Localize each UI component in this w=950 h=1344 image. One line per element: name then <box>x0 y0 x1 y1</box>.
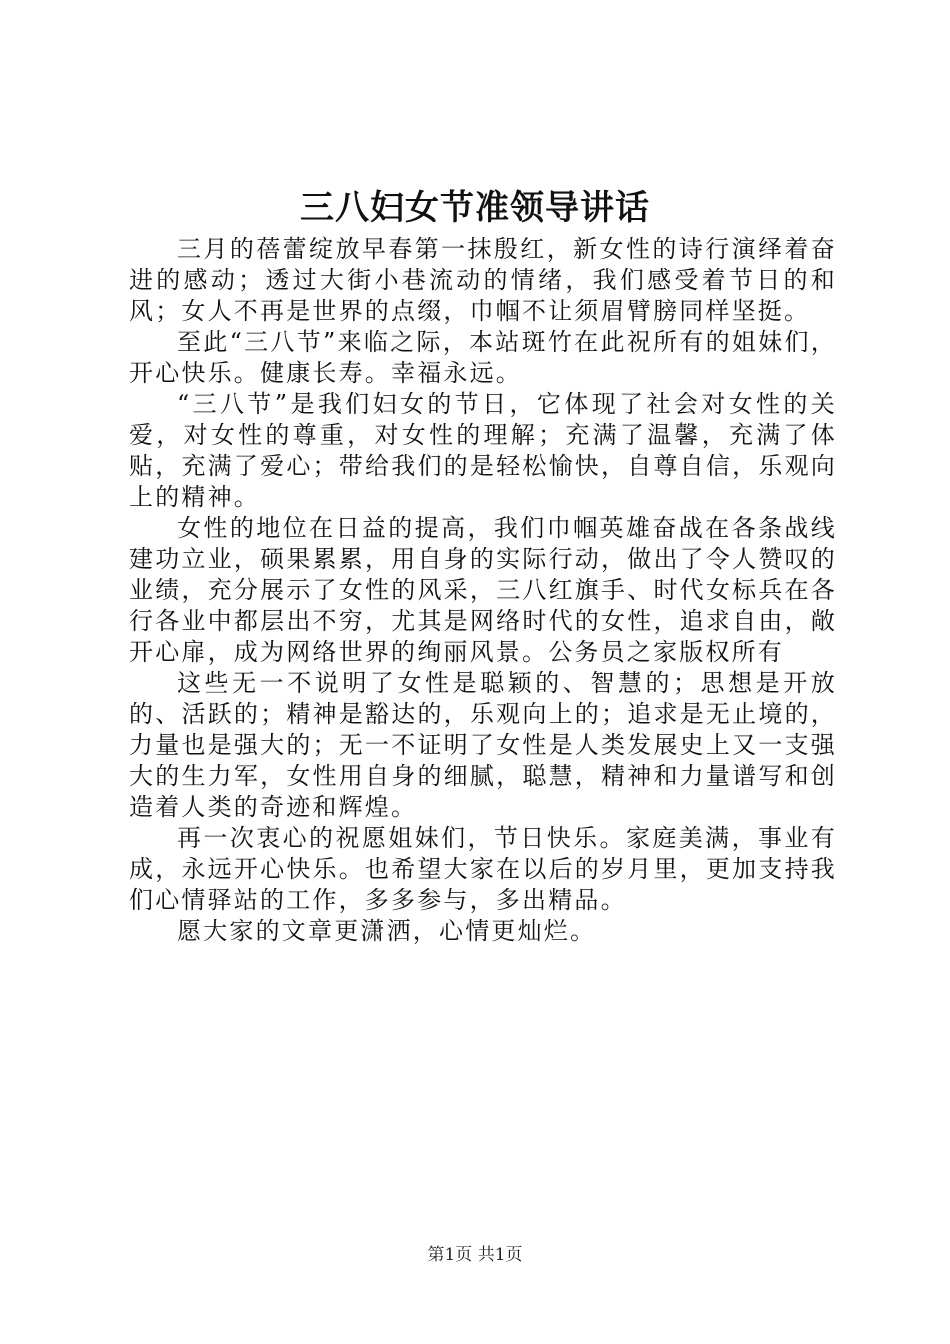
document-body <box>129 234 837 947</box>
paragraph-5: 这些无一不说明了女性是聪颖的、智慧的；思想是开放的、活跃的；精神是豁达的，乐观向上的；追求是无止境的，力量也是强大的；无一不证明了女性是人类发展史上又一支强大的生力军，女性用自身的细腻，聪慧，精神和力量谱写和创造着人类的奇迹和辉煌。 <box>129 669 837 821</box>
document-title: 三八妇女节准领导讲话 <box>300 188 650 228</box>
paragraph-6: 再一次衷心的祝愿姐妹们，节日快乐。家庭美满，事业有成，永远开心快乐。也希望大家在以后的岁月里，更加支持我们心情驿站的工作，多多参与，多出精品。 <box>129 824 837 914</box>
paragraph-7: 愿大家的文章更潇洒，心情更灿烂。 <box>177 917 597 945</box>
page-number-footer: 第1页 共1页 <box>427 1245 523 1265</box>
paragraph-2: 至此“三八节”来临之际，本站斑竹在此祝所有的姐妹们，开心快乐。健康长寿。幸福永远。 <box>129 328 837 387</box>
paragraph-1: 三月的蓓蕾绽放早春第一抹殷红，新女性的诗行演绎着奋进的感动；透过大街小巷流动的情绪，我们感受着节日的和风；女人不再是世界的点缀，巾帼不让须眉臂膀同样坚挺。 <box>129 235 837 325</box>
paragraph-3: “三八节”是我们妇女的节日，它体现了社会对女性的关爱，对女性的尊重，对女性的理解；充满了温馨，充满了体贴，充满了爱心；带给我们的是轻松愉快，自尊自信，乐观向上的精神。 <box>129 390 837 511</box>
paragraph-4: 女性的地位在日益的提高，我们巾帼英雄奋战在各条战线建功立业，硕果累累，用自身的实际行动，做出了令人赞叹的业绩，充分展示了女性的风采，三八红旗手、时代女标兵在各行各业中都层出不穷，尤其是网络时代的女性，追求自由，敞开心扉，成为网络世界的绚丽风景。公务员之家版权所有 <box>129 514 837 666</box>
